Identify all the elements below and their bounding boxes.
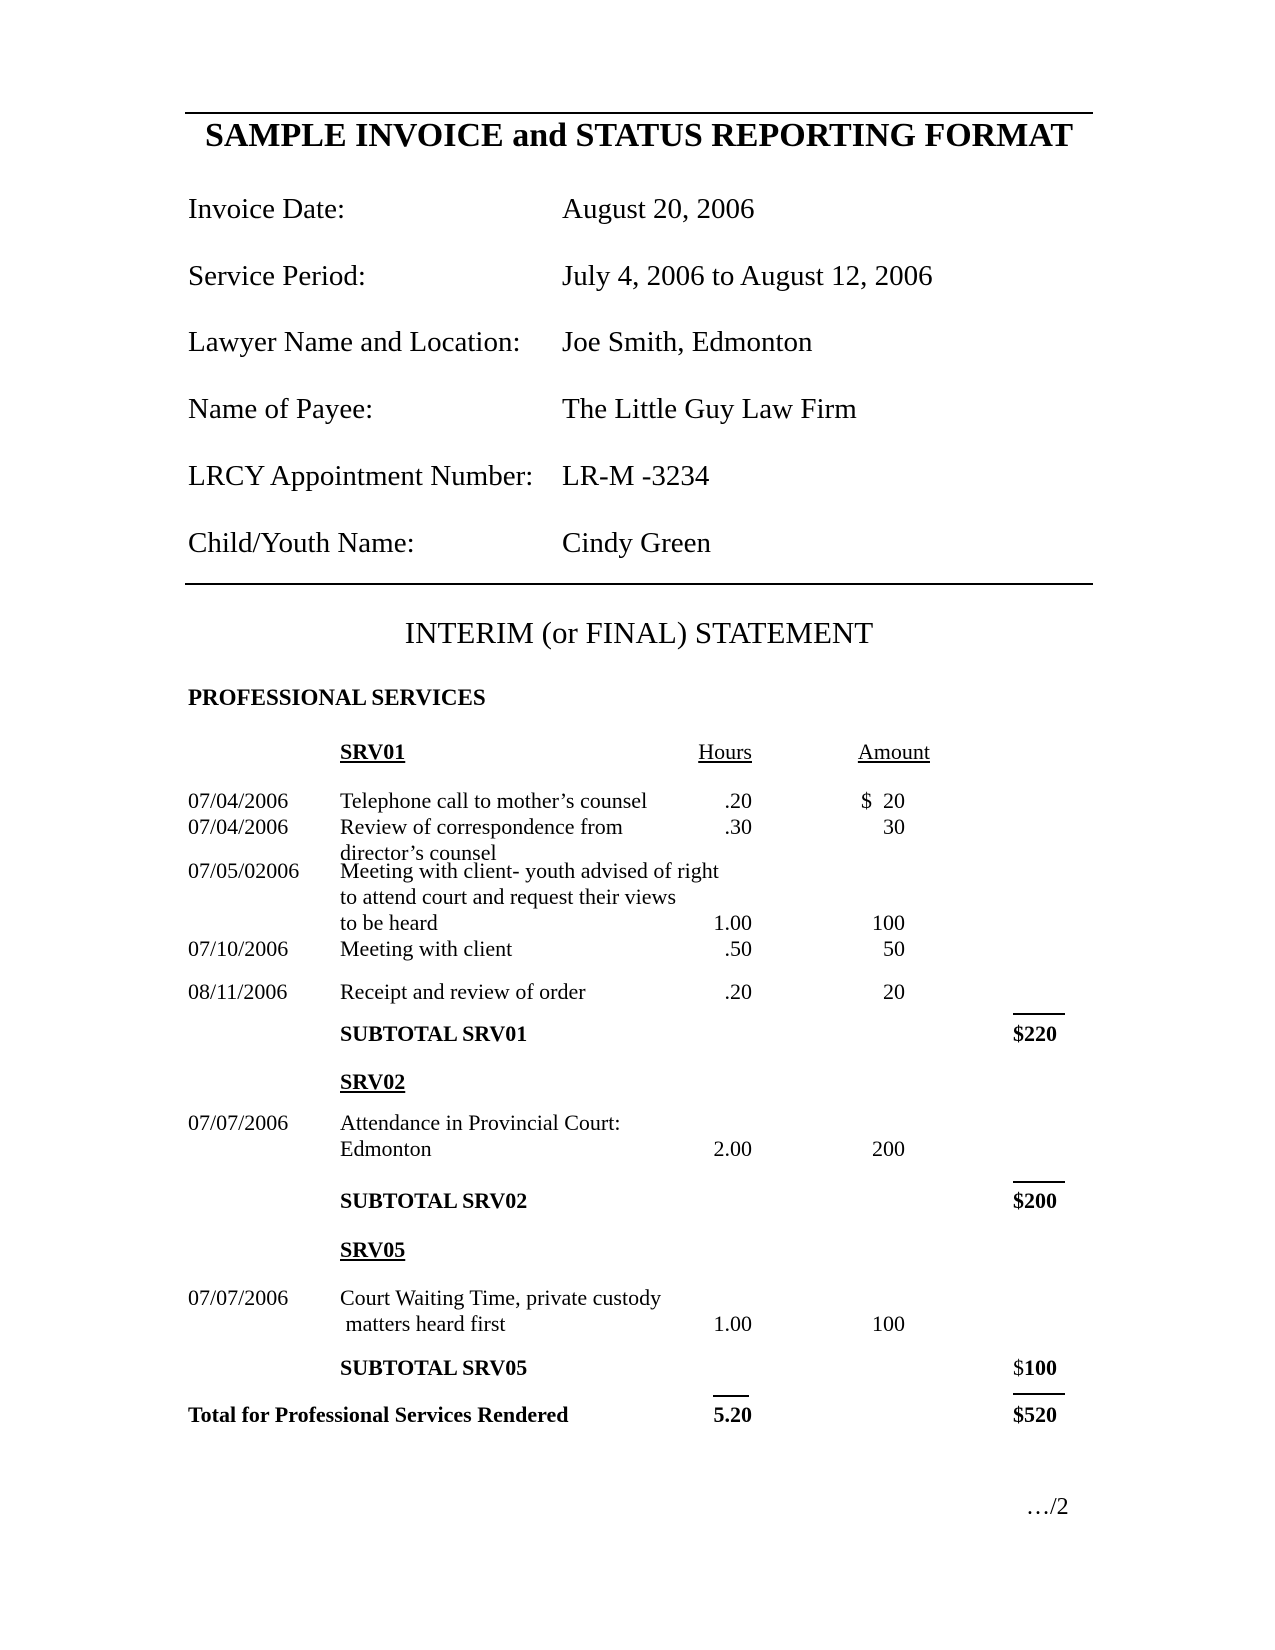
subtotal-label: SUBTOTAL SRV02 <box>340 1188 528 1213</box>
meta-row-payee <box>188 392 1148 426</box>
payee-label: Name of Payee: <box>188 393 374 425</box>
entry-description: Court Waiting Time, private custody <box>340 1285 662 1310</box>
entry-date: 07/04/2006 <box>188 788 289 813</box>
professional-services-title: PROFESSIONAL SERVICES <box>188 685 486 710</box>
service-code-srv02: SRV02 <box>340 1069 406 1094</box>
entry-amount: 30 <box>883 814 905 839</box>
entry-description: to attend court and request their views <box>340 884 677 909</box>
total-hours: 5.20 <box>713 1402 752 1427</box>
top-rule <box>185 112 1093 114</box>
subtotal-amount <box>1013 1355 1057 1381</box>
entry-hours: .50 <box>724 936 752 961</box>
entry-amount: 100 <box>872 1311 905 1336</box>
entry-hours: .20 <box>724 979 752 1004</box>
currency-sign: $ <box>1013 1355 1024 1380</box>
entry-hours: .30 <box>724 814 752 839</box>
invoice-date-label: Invoice Date: <box>188 193 346 225</box>
total-amount <box>1013 1402 1057 1428</box>
entry-amount: 20 <box>883 979 905 1004</box>
entry-description: Meeting with client- youth advised of right <box>340 858 719 883</box>
subtotal-value: 200 <box>1024 1188 1057 1213</box>
page-continuation-marker: …/2 <box>1026 1494 1069 1520</box>
document-title: SAMPLE INVOICE and STATUS REPORTING FORMAT <box>204 117 1074 154</box>
entry-description: Edmonton <box>340 1136 432 1161</box>
statement-heading: INTERIM (or FINAL) STATEMENT <box>404 615 874 650</box>
entry-hours: 1.00 <box>713 1311 752 1336</box>
meta-row-lawyer-name <box>188 325 1148 359</box>
appointment-number-value: LR-M -3234 <box>562 460 710 492</box>
currency-sign: $ <box>1013 1402 1024 1427</box>
entry-hours: .20 <box>724 788 752 813</box>
total-value: 520 <box>1024 1402 1057 1427</box>
lawyer-name-value: Joe Smith, Edmonton <box>562 326 813 358</box>
entry-description: director’s counsel <box>340 840 497 865</box>
total-label: Total for Professional Services Rendered <box>188 1402 569 1427</box>
service-period-label: Service Period: <box>188 260 366 292</box>
entry-amount: $ 20 <box>861 788 905 813</box>
entry-date: 07/04/2006 <box>188 814 289 839</box>
service-period-value: July 4, 2006 to August 12, 2006 <box>562 260 933 292</box>
meta-row-service-period <box>188 259 1148 293</box>
section-divider-rule <box>185 583 1093 585</box>
subtotal-label: SUBTOTAL SRV01 <box>340 1021 528 1046</box>
amount-column-header: Amount <box>857 739 930 764</box>
subtotal-amount <box>1013 1021 1057 1047</box>
entry-date: 08/11/2006 <box>188 979 288 1004</box>
entry-description: Telephone call to mother’s counsel <box>340 788 648 813</box>
subtotal-amount <box>1013 1188 1057 1214</box>
entry-description: Review of correspondence from <box>340 814 623 839</box>
invoice-date-value: August 20, 2006 <box>562 193 755 225</box>
entry-description: Receipt and review of order <box>340 979 586 1004</box>
lawyer-name-label: Lawyer Name and Location: <box>188 326 521 358</box>
entry-date: 07/07/2006 <box>188 1110 289 1135</box>
total-hours-rule <box>713 1395 749 1397</box>
subtotal-rule-srv01 <box>1013 1013 1065 1015</box>
total-amount-rule <box>1013 1393 1065 1395</box>
entry-date: 07/05/02006 <box>188 858 300 883</box>
child-name-value: Cindy Green <box>562 527 711 559</box>
entry-description: to be heard <box>340 910 438 935</box>
entry-description: matters heard first <box>340 1311 506 1336</box>
meta-row-appointment-number <box>188 459 1148 493</box>
child-name-label: Child/Youth Name: <box>188 527 415 559</box>
subtotal-value: 220 <box>1024 1021 1057 1046</box>
subtotal-label: SUBTOTAL SRV05 <box>340 1355 528 1380</box>
hours-column-header: Hours <box>698 739 752 764</box>
entry-hours: 1.00 <box>713 910 752 935</box>
entry-amount: 200 <box>872 1136 905 1161</box>
meta-row-child-name <box>188 526 1148 560</box>
meta-row-invoice-date <box>188 192 1148 226</box>
payee-value: The Little Guy Law Firm <box>562 393 857 425</box>
currency-sign: $ <box>1013 1021 1024 1046</box>
subtotal-value: 100 <box>1024 1355 1057 1380</box>
entry-date: 07/10/2006 <box>188 936 289 961</box>
currency-sign: $ <box>1013 1188 1024 1213</box>
service-code-srv01: SRV01 <box>340 739 406 764</box>
entry-amount: 100 <box>872 910 905 935</box>
service-code-srv05: SRV05 <box>340 1237 406 1262</box>
entry-date: 07/07/2006 <box>188 1285 289 1310</box>
appointment-number-label: LRCY Appointment Number: <box>188 460 534 492</box>
entry-hours: 2.00 <box>713 1136 752 1161</box>
entry-description: Meeting with client <box>340 936 513 961</box>
entry-amount: 50 <box>883 936 905 961</box>
subtotal-rule-srv02 <box>1013 1181 1065 1183</box>
entry-description: Attendance in Provincial Court: <box>340 1110 621 1135</box>
